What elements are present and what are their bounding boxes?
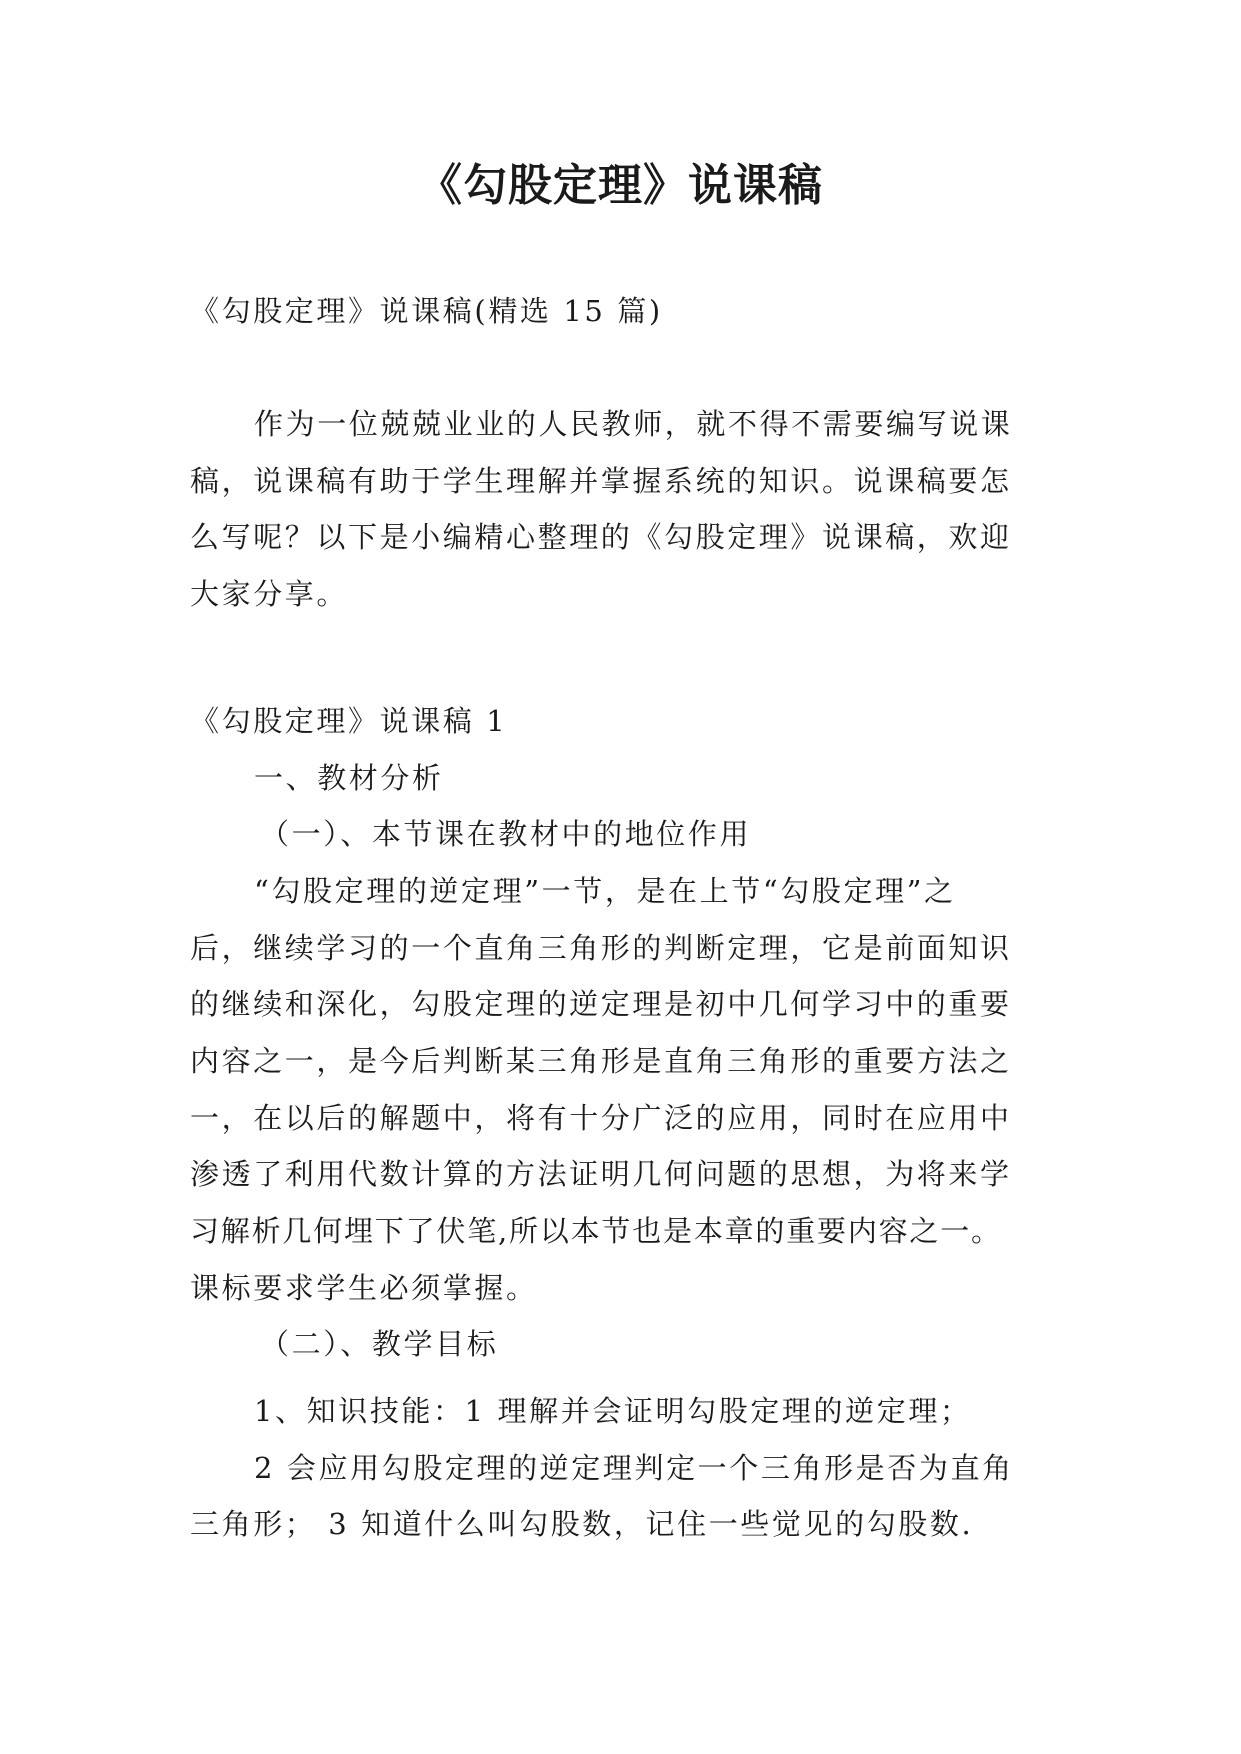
body-line-7: 习解析几何埋下了伏笔,所以本节也是本章的重要内容之一。 (190, 1214, 1002, 1248)
body-line-2: 后，继续学习的一个直角三角形的判断定理，它是前面知识 (190, 931, 1012, 965)
subheading-teaching-goals: （二）、教学目标 (260, 1327, 499, 1361)
body-line-6: 渗透了利用代数计算的方法证明几何问题的思想，为将来学 (190, 1157, 1012, 1191)
heading-textbook-analysis: 一、教材分析 (254, 761, 444, 795)
body-line-8: 课标要求学生必须掌握。 (190, 1271, 538, 1305)
goal-line-3: 三角形； 3 知道什么叫勾股数，记住一些觉见的勾股数. (190, 1507, 974, 1541)
body-line-5: 一，在以后的解题中，将有十分广泛的应用，同时在应用中 (190, 1101, 1012, 1135)
document-title: 《勾股定理》说课稿 (418, 160, 823, 211)
subheading-position-role: （一）、本节课在教材中的地位作用 (260, 817, 752, 851)
intro-line-2: 稿，说课稿有助于学生理解并掌握系统的知识。说课稿要怎 (190, 464, 1012, 498)
intro-line-4: 大家分享。 (190, 577, 349, 611)
intro-line-1: 作为一位兢兢业业的人民教师，就不得不需要编写说课 (254, 407, 1013, 441)
body-line-3: 的继续和深化，勾股定理的逆定理是初中几何学习中的重要 (190, 987, 1012, 1021)
document-subtitle: 《勾股定理》说课稿(精选 15 篇) (190, 294, 663, 328)
intro-line-3: 么写呢？以下是小编精心整理的《勾股定理》说课稿，欢迎 (190, 520, 1012, 554)
body-line-1: “勾股定理的逆定理”一节，是在上节“勾股定理”之 (254, 874, 956, 908)
goal-line-1: 1、知识技能：1 理解并会证明勾股定理的逆定理； (254, 1394, 972, 1428)
goal-line-2: 2 会应用勾股定理的逆定理判定一个三角形是否为直角 (254, 1451, 1014, 1485)
section-title: 《勾股定理》说课稿 1 (190, 704, 508, 738)
body-line-4: 内容之一，是今后判断某三角形是直角三角形的重要方法之 (190, 1044, 1012, 1078)
